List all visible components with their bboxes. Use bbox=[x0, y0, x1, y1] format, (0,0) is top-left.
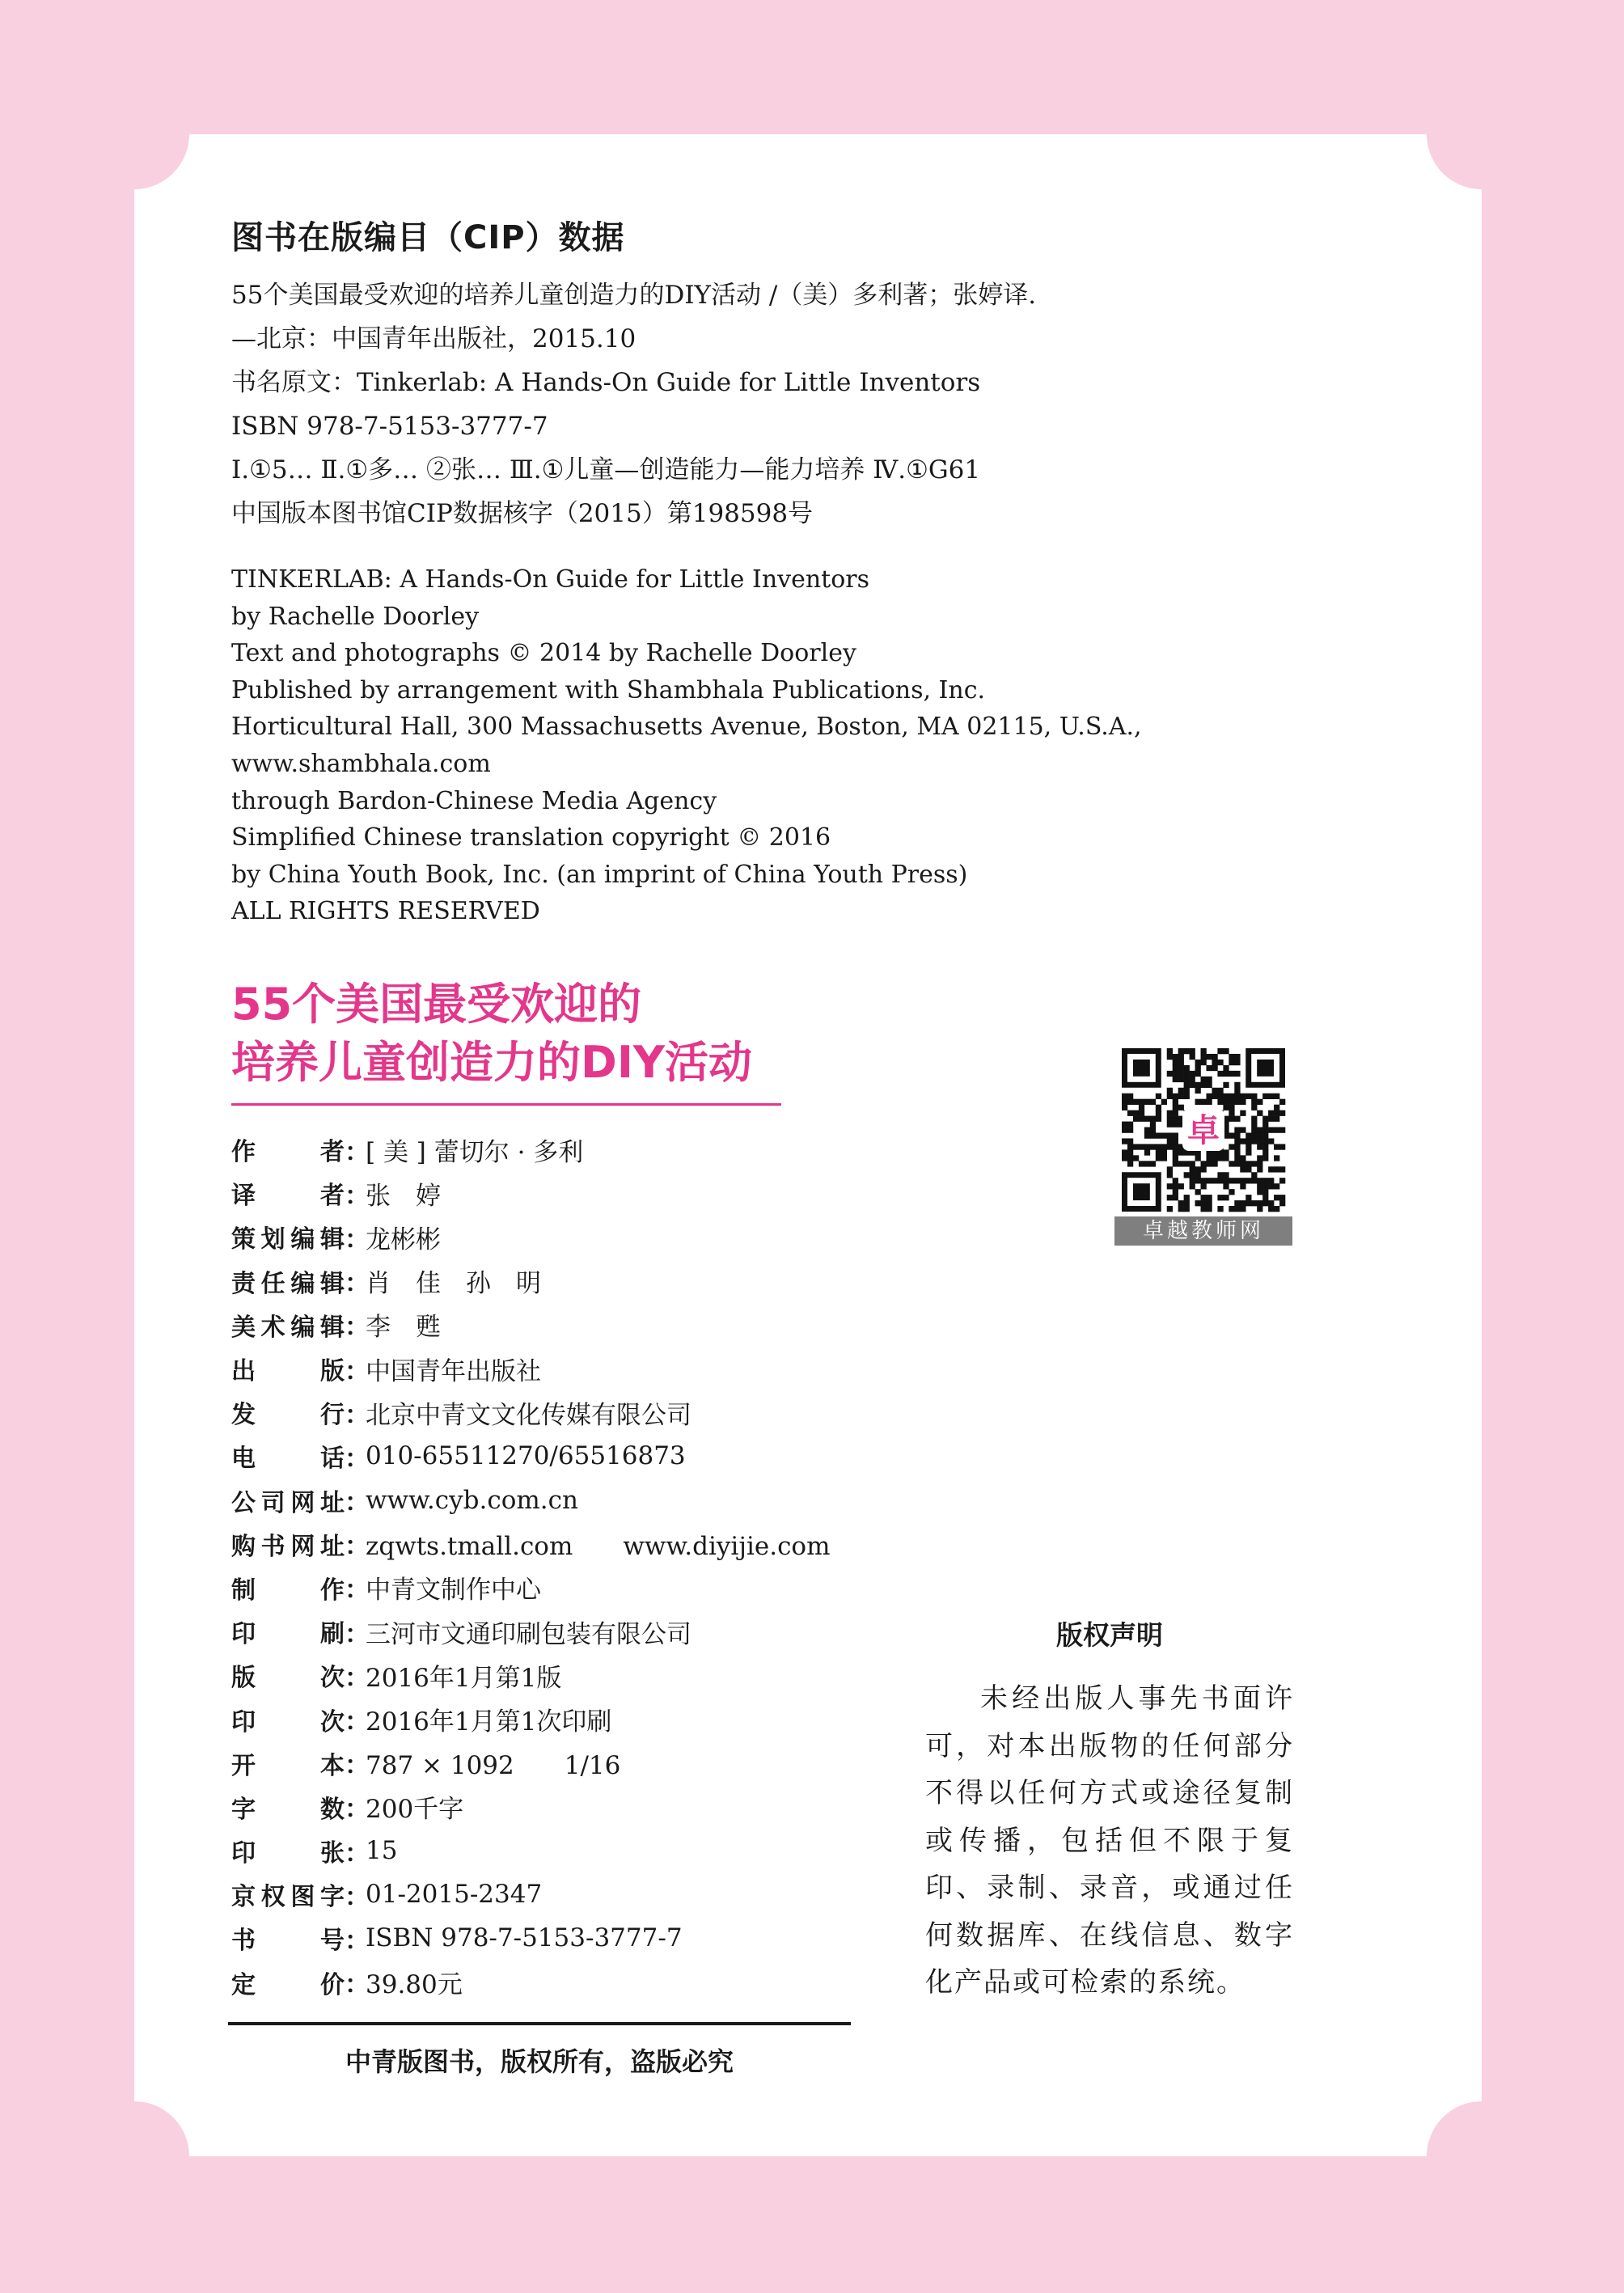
info-value: 肖 佳 孙 明 bbox=[366, 1269, 541, 1299]
qr-center-char: 卓 bbox=[1187, 1112, 1220, 1149]
english-line: TINKERLAB: A Hands-On Guide for Little Inventors bbox=[231, 565, 870, 594]
info-colon: ： bbox=[345, 1400, 370, 1430]
info-colon: ： bbox=[345, 1576, 370, 1606]
info-value: 01-2015-2347 bbox=[366, 1880, 543, 1910]
cip-page bbox=[134, 134, 1482, 2156]
cip-line: 中国版本图书馆CIP数据核字（2015）第198598号 bbox=[231, 499, 814, 528]
qr-code bbox=[1114, 1043, 1292, 1246]
info-label: 译 者 bbox=[231, 1182, 345, 1211]
info-value: 中国青年出版社 bbox=[366, 1356, 541, 1386]
info-label: 策 划 编 辑 bbox=[231, 1225, 345, 1254]
info-colon: ： bbox=[345, 1663, 370, 1693]
info-value: 中青文制作中心 bbox=[366, 1576, 541, 1606]
info-value: 龙彬彬 bbox=[366, 1225, 441, 1254]
info-row bbox=[231, 1610, 830, 1653]
english-line: Horticultural Hall, 300 Massachusetts Avenue, Boston, MA 02115, U.S.A., bbox=[231, 713, 1142, 742]
info-colon: ： bbox=[345, 1181, 370, 1211]
info-value: www.cyb.com.cn bbox=[366, 1485, 578, 1515]
info-value: 200千字 bbox=[366, 1795, 464, 1825]
info-value: 15 bbox=[366, 1836, 398, 1866]
info-label: 字 数 bbox=[231, 1795, 345, 1824]
english-line: Simplified Chinese translation copyright © 2016 bbox=[231, 823, 831, 852]
copyright-text: 未经出版人事先书面许可，对本出版物的任何部分不得以任何方式或途径复制或传播，包括但不限于复印、录制、录音，或通过任何数据库、在线信息、数字化产品或可检索的系统。 bbox=[925, 1682, 1294, 1999]
info-colon: ： bbox=[345, 1356, 370, 1386]
info-value: 787 × 1092 1/16 bbox=[366, 1751, 621, 1781]
info-row bbox=[231, 1303, 830, 1347]
info-row bbox=[231, 1697, 830, 1741]
info-label: 京 权 图 字 bbox=[231, 1883, 345, 1912]
info-value: 39.80元 bbox=[366, 1970, 463, 2000]
copyright-statement bbox=[925, 1614, 1294, 2007]
info-row bbox=[231, 1961, 830, 2004]
info-row bbox=[231, 1829, 830, 1872]
publication-info bbox=[231, 1127, 830, 2004]
cip-line: Ⅰ.①5… Ⅱ.①多… ②张… Ⅲ.①儿童—创造能力—能力培养 Ⅳ.①G61 bbox=[231, 455, 981, 484]
info-value: 三河市文通印刷包装有限公司 bbox=[366, 1619, 691, 1649]
info-colon: ： bbox=[345, 1137, 370, 1167]
book-title bbox=[231, 975, 752, 1092]
info-row bbox=[231, 1741, 830, 1785]
info-label: 制 作 bbox=[231, 1576, 345, 1605]
info-value: 2016年1月第1版 bbox=[366, 1663, 562, 1693]
corner-notch bbox=[1427, 2101, 1537, 2211]
english-line: Published by arrangement with Shambhala Publications, Inc. bbox=[231, 675, 986, 704]
info-colon: ： bbox=[345, 1970, 370, 2000]
info-row bbox=[231, 1479, 830, 1522]
info-value: 2016年1月第1次印刷 bbox=[366, 1707, 612, 1737]
english-line: through Bardon-Chinese Media Agency bbox=[231, 786, 717, 815]
info-colon: ： bbox=[345, 1707, 370, 1737]
info-colon: ： bbox=[345, 1838, 370, 1868]
info-value: 张 婷 bbox=[366, 1181, 441, 1211]
info-row bbox=[231, 1566, 830, 1610]
info-row bbox=[231, 1522, 830, 1566]
info-label: 印 次 bbox=[231, 1707, 345, 1737]
info-colon: ： bbox=[345, 1882, 370, 1912]
info-row bbox=[231, 1390, 830, 1434]
info-colon: ： bbox=[345, 1926, 370, 1956]
qr-code-icon bbox=[1114, 1043, 1292, 1216]
info-row bbox=[231, 1127, 830, 1171]
info-label: 发 行 bbox=[231, 1401, 345, 1430]
info-label: 责 任 编 辑 bbox=[231, 1269, 345, 1298]
info-label: 印 刷 bbox=[231, 1620, 345, 1649]
corner-notch bbox=[79, 2101, 189, 2211]
info-colon: ： bbox=[345, 1225, 370, 1254]
info-label: 美 术 编 辑 bbox=[231, 1313, 345, 1342]
divider bbox=[228, 2022, 851, 2025]
info-label: 作 者 bbox=[231, 1138, 345, 1167]
info-colon: ： bbox=[345, 1751, 370, 1781]
info-colon: ： bbox=[345, 1444, 370, 1474]
info-colon: ： bbox=[345, 1795, 370, 1825]
english-line: by Rachelle Doorley bbox=[231, 602, 480, 631]
copyright-title: 版权声明 bbox=[1056, 1619, 1163, 1651]
english-rights-block bbox=[231, 561, 1142, 930]
info-value: [ 美 ] 蕾切尔 · 多利 bbox=[366, 1137, 584, 1167]
book-title-line: 培养儿童创造力的DIY活动 bbox=[231, 1037, 753, 1088]
info-label: 书 号 bbox=[231, 1927, 345, 1956]
info-colon: ： bbox=[345, 1488, 370, 1518]
cip-data-block bbox=[231, 273, 1036, 535]
cip-line: ISBN 978-7-5153-3777-7 bbox=[231, 412, 548, 441]
info-value: zqwts.tmall.com www.diyijie.com bbox=[366, 1532, 831, 1562]
cip-heading: 图书在版编目（CIP）数据 bbox=[231, 219, 625, 256]
info-label: 印 张 bbox=[231, 1839, 345, 1868]
info-colon: ： bbox=[345, 1619, 370, 1649]
info-row bbox=[231, 1653, 830, 1697]
info-row bbox=[231, 1434, 830, 1478]
info-colon: ： bbox=[345, 1269, 370, 1299]
corner-notch bbox=[1427, 79, 1537, 189]
info-colon: ： bbox=[345, 1532, 370, 1562]
info-value: 北京中青文文化传媒有限公司 bbox=[366, 1400, 691, 1430]
corner-notch bbox=[79, 79, 189, 189]
info-label: 版 次 bbox=[231, 1664, 345, 1693]
info-label: 电 话 bbox=[231, 1445, 345, 1474]
info-value: 010-65511270/65516873 bbox=[366, 1441, 686, 1471]
cip-line: —北京：中国青年出版社，2015.10 bbox=[231, 324, 636, 353]
info-row bbox=[231, 1215, 830, 1259]
english-line: www.shambhala.com bbox=[231, 749, 491, 778]
info-row bbox=[231, 1785, 830, 1829]
info-row bbox=[231, 1872, 830, 1916]
info-label: 开 本 bbox=[231, 1751, 345, 1780]
info-row bbox=[231, 1916, 830, 1960]
info-row bbox=[231, 1171, 830, 1215]
info-label: 定 价 bbox=[231, 1970, 345, 1999]
title-underline bbox=[231, 1103, 781, 1106]
info-label: 购 书 网 址 bbox=[231, 1532, 345, 1561]
book-title-line: 55个美国最受欢迎的 bbox=[231, 979, 642, 1030]
piracy-notice: 中青版图书，版权所有，盗版必究 bbox=[345, 2046, 734, 2077]
cip-line: 书名原文：Tinkerlab: A Hands-On Guide for Little Inventors bbox=[231, 368, 981, 397]
cip-line: 55个美国最受欢迎的培养儿童创造力的DIY活动 /（美）多利著；张婷译. bbox=[231, 281, 1037, 310]
info-row bbox=[231, 1259, 830, 1303]
english-line: Text and photographs © 2014 by Rachelle Doorley bbox=[231, 639, 856, 668]
info-value: 李 甦 bbox=[366, 1313, 441, 1343]
info-value: ISBN 978-7-5153-3777-7 bbox=[366, 1923, 683, 1953]
info-row bbox=[231, 1347, 830, 1390]
info-label: 公 司 网 址 bbox=[231, 1488, 345, 1517]
info-label: 出 版 bbox=[231, 1357, 345, 1386]
english-line: ALL RIGHTS RESERVED bbox=[231, 897, 540, 926]
english-line: by China Youth Book, Inc. (an imprint of China Youth Press) bbox=[231, 860, 968, 889]
qr-caption: 卓越教师网 bbox=[1114, 1216, 1292, 1246]
info-colon: ： bbox=[345, 1313, 370, 1343]
